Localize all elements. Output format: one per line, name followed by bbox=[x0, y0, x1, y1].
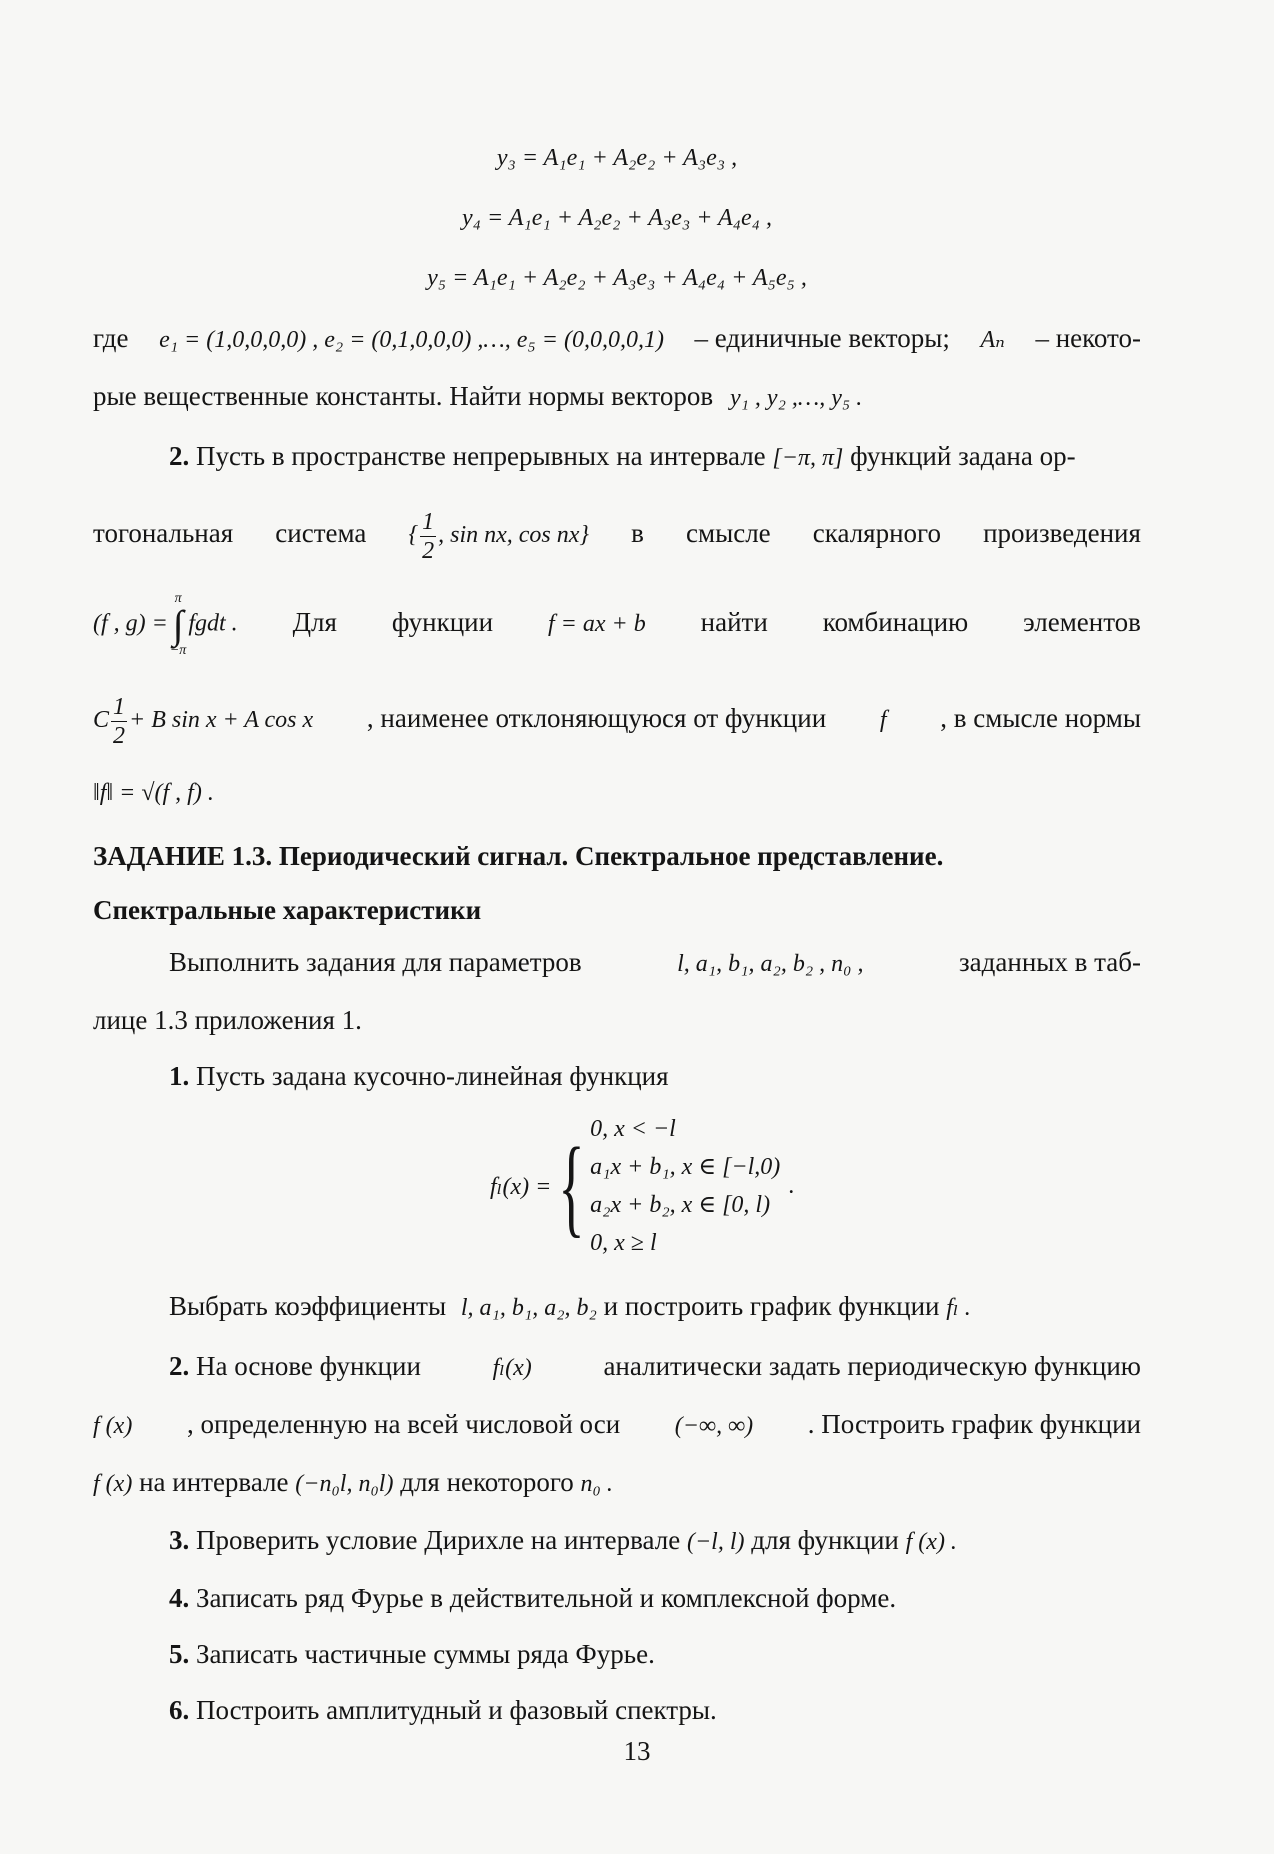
vectors-list: y₁ , y₂ ,…, y₅ . bbox=[729, 385, 863, 411]
item2-line-1: 2. На основе функции fₗ(x) аналитически задать периодическую функцию bbox=[93, 1348, 1141, 1386]
f-symbol: f bbox=[879, 707, 887, 733]
word: комбинацию bbox=[822, 607, 969, 637]
f-x-2: f (x) bbox=[93, 1471, 133, 1497]
fl-x: fₗ(x) bbox=[492, 1355, 532, 1381]
case-1: 0, x < −l bbox=[590, 1116, 676, 1142]
item1-number: 1. bbox=[169, 1061, 190, 1091]
norm-formula: ‖f‖ = √(f , f) . bbox=[93, 780, 214, 806]
combination: C $\frac{1}{2}$ + B sin x + A cos x bbox=[93, 693, 314, 749]
where-line-2 bbox=[93, 378, 1141, 416]
piecewise-lhs: fₗ(x) = bbox=[490, 1173, 552, 1200]
function-f: f = ax + b bbox=[548, 611, 646, 637]
inner-product: (f , g) = π ∫ −π fgdt . bbox=[93, 591, 238, 659]
task2-line-2 bbox=[93, 510, 1141, 563]
intro-params: l, a₁, b₁, a₂, b₂ , n₀ , bbox=[677, 951, 864, 977]
where-text-end: – некото- bbox=[1035, 323, 1141, 353]
integral-sign: π ∫ −π bbox=[169, 591, 187, 659]
section-title-line-1: ЗАДАНИЕ 1.3. Периодический сигнал. Спектральное представление. bbox=[93, 841, 944, 871]
item6-line: 6. Построить амплитудный и фазовый спектры. bbox=[169, 1695, 717, 1725]
equation-y5: y₅ = A₁e₁ + A₂e₂ + A₃e₃ + A₄e₄ + A₅e₅ , bbox=[427, 265, 807, 291]
constant-an: Aₙ bbox=[980, 327, 1005, 353]
word: элементов bbox=[1023, 607, 1141, 637]
case-3: a₂x + b₂, x ∈ [0, l) bbox=[590, 1192, 771, 1218]
case-4: 0, x ≥ l bbox=[590, 1230, 657, 1256]
choose-params: l, a₁, b₁, a₂, b₂ bbox=[460, 1295, 597, 1321]
word: смысле bbox=[686, 518, 771, 549]
task2-number: 2. bbox=[169, 441, 190, 471]
interval-pi: [−π, π] bbox=[772, 445, 844, 471]
interval-l: (−l, l) bbox=[686, 1529, 745, 1555]
word: система bbox=[275, 518, 367, 549]
intro-line-1 bbox=[93, 944, 1141, 982]
item1-line bbox=[93, 1058, 1141, 1094]
item2-line-3: f (x) на интервале (−n₀l, n₀l) для некоторого n₀ . bbox=[93, 1467, 613, 1497]
norms-text: рые вещественные константы. Найти нормы векторов bbox=[93, 381, 714, 411]
task2-text-3: , наименее отклоняющуюся от функции bbox=[366, 703, 827, 733]
item1-text: Пусть задана кусочно-линейная функция bbox=[189, 1061, 669, 1091]
choose-line bbox=[93, 1288, 1141, 1326]
item2-number: 2. bbox=[169, 1351, 190, 1381]
brace: { bbox=[558, 1125, 585, 1247]
section-title-line-2: Спектральные характеристики bbox=[93, 895, 482, 925]
real-axis: (−∞, ∞) bbox=[674, 1413, 754, 1439]
orthogonal-set: { $\frac{1}{2}$ , sin nx, cos nx} bbox=[408, 509, 590, 564]
task2-line-1 bbox=[93, 438, 1141, 476]
interval-n0l: (−n₀l, n₀l) bbox=[295, 1471, 394, 1497]
unit-vectors: e₁ = (1,0,0,0,0) , e₂ = (0,1,0,0,0) ,…, e₅ = (0,0,0,0,1) bbox=[159, 327, 664, 353]
piecewise-cases bbox=[590, 1110, 780, 1262]
item4-line: 4. Записать ряд Фурье в действительной и комплексной форме. bbox=[169, 1583, 897, 1613]
task2-text-2: функций задана ор- bbox=[843, 441, 1076, 471]
word: в bbox=[631, 518, 644, 549]
piecewise-function bbox=[490, 1110, 794, 1262]
unit-vectors-text: – единичные векторы; bbox=[694, 323, 950, 353]
intro-end: заданных в таб- bbox=[959, 947, 1141, 977]
item2-line-2: f (x) , определенную на всей числовой оси (−∞, ∞) . Построить график функции bbox=[93, 1406, 1141, 1444]
piecewise-end: . bbox=[788, 1172, 795, 1199]
intro-line-2: лице 1.3 приложения 1. bbox=[93, 1005, 362, 1035]
f-x: f (x) bbox=[93, 1413, 133, 1439]
case-2: a₁x + b₁, x ∈ [−l,0) bbox=[590, 1154, 781, 1180]
choose-func: fₗ . bbox=[946, 1295, 971, 1321]
task2-text-4: , в смысле нормы bbox=[940, 703, 1141, 733]
word: тогональная bbox=[93, 518, 234, 549]
word: скалярного bbox=[812, 518, 941, 549]
word: найти bbox=[700, 607, 768, 637]
n0: n₀ . bbox=[580, 1471, 613, 1497]
equation-y4: y₄ = A₁e₁ + A₂e₂ + A₃e₃ + A₄e₄ , bbox=[461, 205, 773, 231]
where-prefix: где bbox=[93, 323, 129, 353]
task2-line-4 bbox=[93, 692, 1141, 748]
word: функции bbox=[391, 607, 494, 637]
equation-y3: y₃ = A₁e₁ + A₂e₂ + A₃e₃ , bbox=[496, 145, 738, 171]
word: произведения bbox=[983, 518, 1141, 549]
task2-line-3 bbox=[93, 592, 1141, 658]
page-number: 13 bbox=[623, 1736, 651, 1766]
choose-end: и построить график функции bbox=[596, 1291, 940, 1321]
choose-text: Выбрать коэффициенты bbox=[169, 1291, 447, 1321]
intro-text: Выполнить задания для параметров bbox=[169, 947, 582, 977]
task2-text-1: Пусть в пространстве непрерывных на интервале bbox=[189, 441, 773, 471]
word: Для bbox=[292, 607, 337, 637]
fraction-half: $\frac{1}{2}$ bbox=[422, 509, 435, 564]
where-line bbox=[93, 320, 1141, 358]
item5-line: 5. Записать частичные суммы ряда Фурье. bbox=[169, 1639, 655, 1669]
item3-line: 3. Проверить условие Дирихле на интервале (−l, l) для функции f (x) . bbox=[169, 1525, 957, 1555]
